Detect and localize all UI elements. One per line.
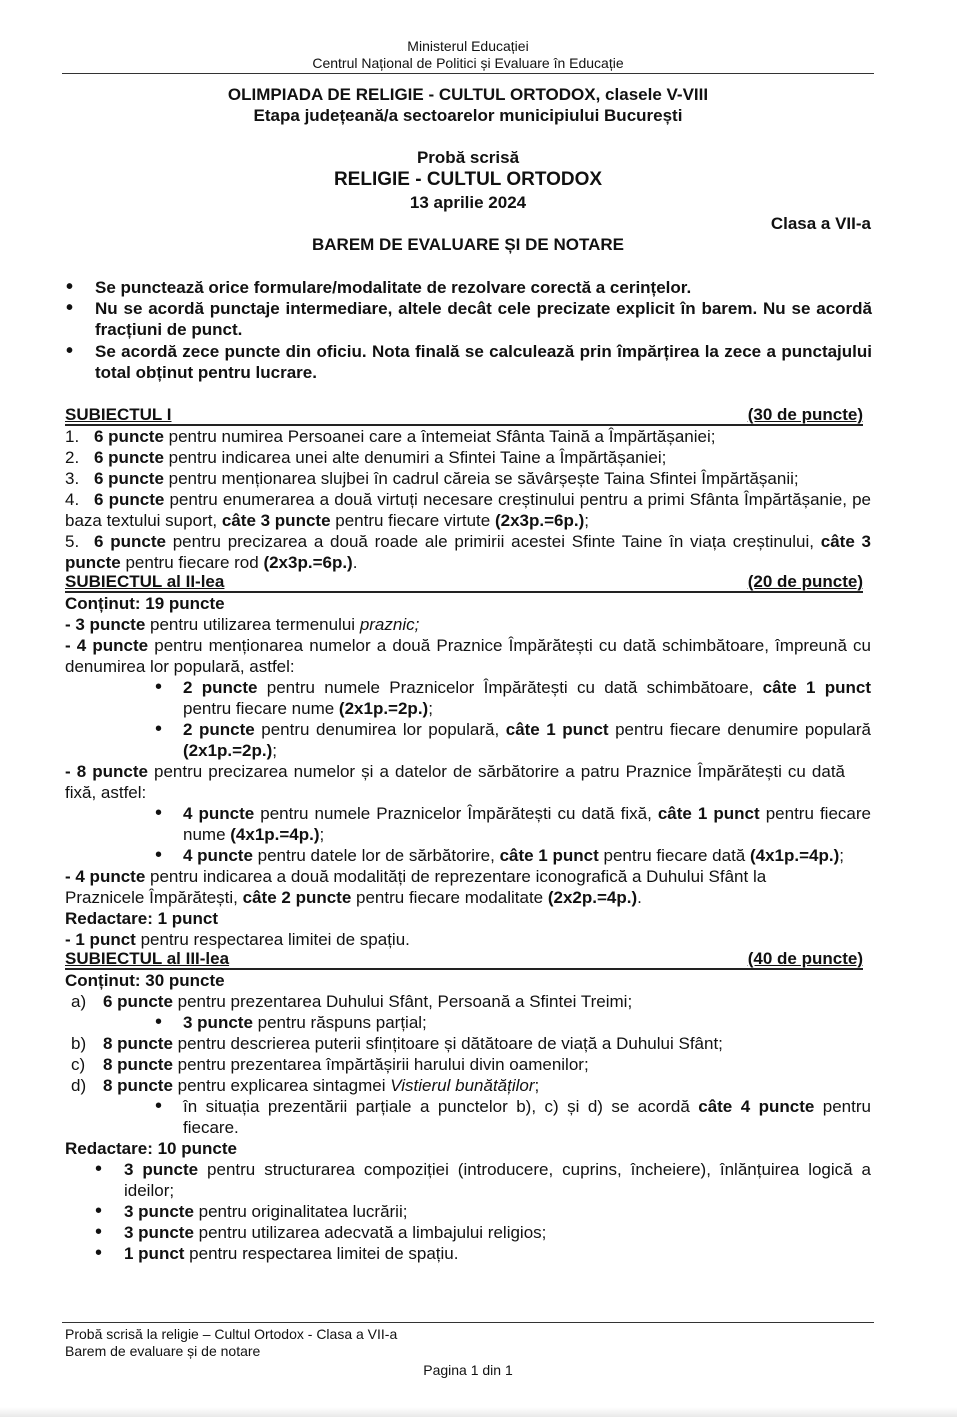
s2-item-c2: • 4 puncte pentru datele lor de sărbătorire, câte 1 punct pentru fiecare dată (4x1p.=4p.); — [65, 845, 871, 866]
center-name: Centrul Național de Politici și Evaluare în Educație — [312, 55, 624, 71]
s2-item-a: - 3 puncte pentru utilizarea termenului praznic; — [65, 615, 420, 634]
header-divider — [62, 73, 874, 74]
subject-1-header — [65, 406, 863, 426]
s3-item-partial: • în situația prezentării parțiale a punctelor b), c) și d) se acordă câte 4 puncte pentru fiecare. — [65, 1096, 871, 1138]
s2-item-r: - 1 punct pentru respectarea limitei de spațiu. — [65, 930, 410, 949]
s1-item-5: 5. 6 puncte pentru precizarea a două roade ale primirii acestei Sfinte Taine în viața creștinului, câte 3 puncte pentru fiecare rod (2x3p.=6p.). — [65, 532, 871, 572]
s3-item-a1: • 3 puncte pentru răspuns parțial; — [65, 1012, 871, 1033]
subject-1-points: (30 de puncte) — [747, 405, 863, 424]
s2-item-b1: • 2 puncte pentru numele Praznicelor Împărătești cu dată schimbătoare, câte 1 punct pentru fiecare nume (2x1p.=2p.); — [65, 677, 871, 719]
exam-date: 13 aprilie 2024 — [409, 193, 527, 212]
s1-item-2: 2. 6 puncte pentru indicarea unei alte denumiri a Sfintei Taine a Împărtășaniei; — [65, 448, 667, 467]
proba-label: Probă scrisă — [416, 148, 520, 167]
s2-item-d: - 4 puncte pentru indicarea a două modalități de reprezentare iconografică a Duhului Sfânt la Praznicele Împărătești, câte 2 puncte pentru fiecare modalitate (2x2p.=4p.). — [65, 867, 767, 907]
s3-item-r1: • 3 puncte pentru structurarea compoziției (introducere, cuprins, încheiere), înlănțuirea logică a ideilor; — [65, 1159, 871, 1201]
rule-item: • Se acordă zece puncte din oficiu. Nota finală se calculează prin împărțirea la zece a punctajului total obținut pentru lucrare. — [64, 341, 872, 383]
subject-3-points: (40 de puncte) — [747, 949, 863, 968]
subject-2-points: (20 de puncte) — [747, 572, 863, 591]
footer-divider — [62, 1322, 874, 1323]
s2-continut: Conținut: 19 puncte — [65, 594, 225, 613]
ministry-name: Ministerul Educației — [407, 38, 529, 54]
page-number: Pagina 1 din 1 — [423, 1362, 513, 1378]
s1-item-3: 3. 6 puncte pentru menționarea slujbei în cadrul căreia se săvârșește Taina Sfintei Împărtășanii; — [65, 469, 799, 488]
s3-item-b: b) 8 puncte pentru descrierea puterii sfințitoare și dătătoare de viață a Duhului Sfânt; — [71, 1034, 723, 1053]
s3-redactare: Redactare: 10 puncte — [65, 1139, 237, 1158]
s3-item-c: c) 8 puncte pentru prezentarea împărtășirii harului divin oamenilor; — [71, 1055, 589, 1074]
s3-item-d: d) 8 puncte pentru explicarea sintagmei Vistierul bunătăților; — [71, 1076, 540, 1095]
s3-continut: Conținut: 30 puncte — [65, 971, 225, 990]
page-edge — [0, 1407, 957, 1417]
s2-item-c: - 8 puncte pentru precizarea numelor și a datelor de sărbătorire a patru Praznice Împărătești cu dată fixă, astfel: — [65, 762, 845, 802]
subject-1-title: SUBIECTUL I — [65, 405, 172, 424]
class-label: Clasa a VII-a — [770, 214, 871, 233]
s2-item-b: - 4 puncte pentru menționarea numelor a două Praznice Împărătești cu dată schimbătoare, împreună cu denumirea lor populară, astfel: — [65, 636, 871, 676]
subject-3-title: SUBIECTUL al III-lea — [65, 949, 230, 968]
barem-title: BAREM DE EVALUARE ȘI DE NOTARE — [311, 235, 624, 254]
s2-item-c1: • 4 puncte pentru numele Praznicelor Împărătești cu dată fixă, câte 1 punct pentru fiecare nume (4x1p.=4p.); — [65, 803, 871, 845]
s3-item-r2: • 3 puncte pentru originalitatea lucrării; — [65, 1201, 871, 1222]
rule-item: • Se punctează orice formulare/modalitate de rezolvare corectă a cerințelor. — [64, 277, 872, 298]
s1-item-4: 4. 6 puncte pentru enumerarea a două virtuți necesare creștinului pentru a primi Sfânta Împărtășanie, pe baza textului suport, câte 3 puncte pentru fiecare virtute (2x3p.=6p.); — [65, 490, 871, 530]
olympiad-title: OLIMPIADA DE RELIGIE - CULTUL ORTODOX, clasele V-VIII — [227, 85, 709, 104]
stage-title: Etapa județeană/a sectoarelor municipiului București — [253, 106, 683, 125]
subject-2-header — [65, 573, 863, 593]
footer-line-2: Barem de evaluare și de notare — [65, 1343, 261, 1359]
s3-item-r3: • 3 puncte pentru utilizarea adecvată a limbajului religios; — [65, 1222, 871, 1243]
s3-item-a: a) 6 puncte pentru prezentarea Duhului Sfânt, Persoană a Sfintei Treimi; — [71, 992, 633, 1011]
subject-3-header — [65, 950, 863, 970]
general-rules — [64, 277, 872, 383]
s1-item-1: 1. 6 puncte pentru numirea Persoanei care a întemeiat Sfânta Taină a Împărtășaniei; — [65, 427, 716, 446]
s2-redactare: Redactare: 1 punct — [65, 909, 219, 928]
subject-2-title: SUBIECTUL al II-lea — [65, 572, 225, 591]
s2-item-b2: • 2 puncte pentru denumirea lor populară, câte 1 punct pentru fiecare denumire populară (2x1p.=2p.); — [65, 719, 871, 761]
rule-item: • Nu se acordă punctaje intermediare, altele decât cele precizate explicit în barem. Nu se acordă fracțiuni de punct. — [64, 298, 872, 340]
s3-item-r4: • 1 punct pentru respectarea limitei de spațiu. — [65, 1243, 871, 1264]
barem-body — [65, 406, 871, 1264]
footer-line-1: Probă scrisă la religie – Cultul Ortodox - Clasa a VII-a — [65, 1326, 398, 1342]
subject-title: RELIGIE - CULTUL ORTODOX — [333, 169, 603, 190]
